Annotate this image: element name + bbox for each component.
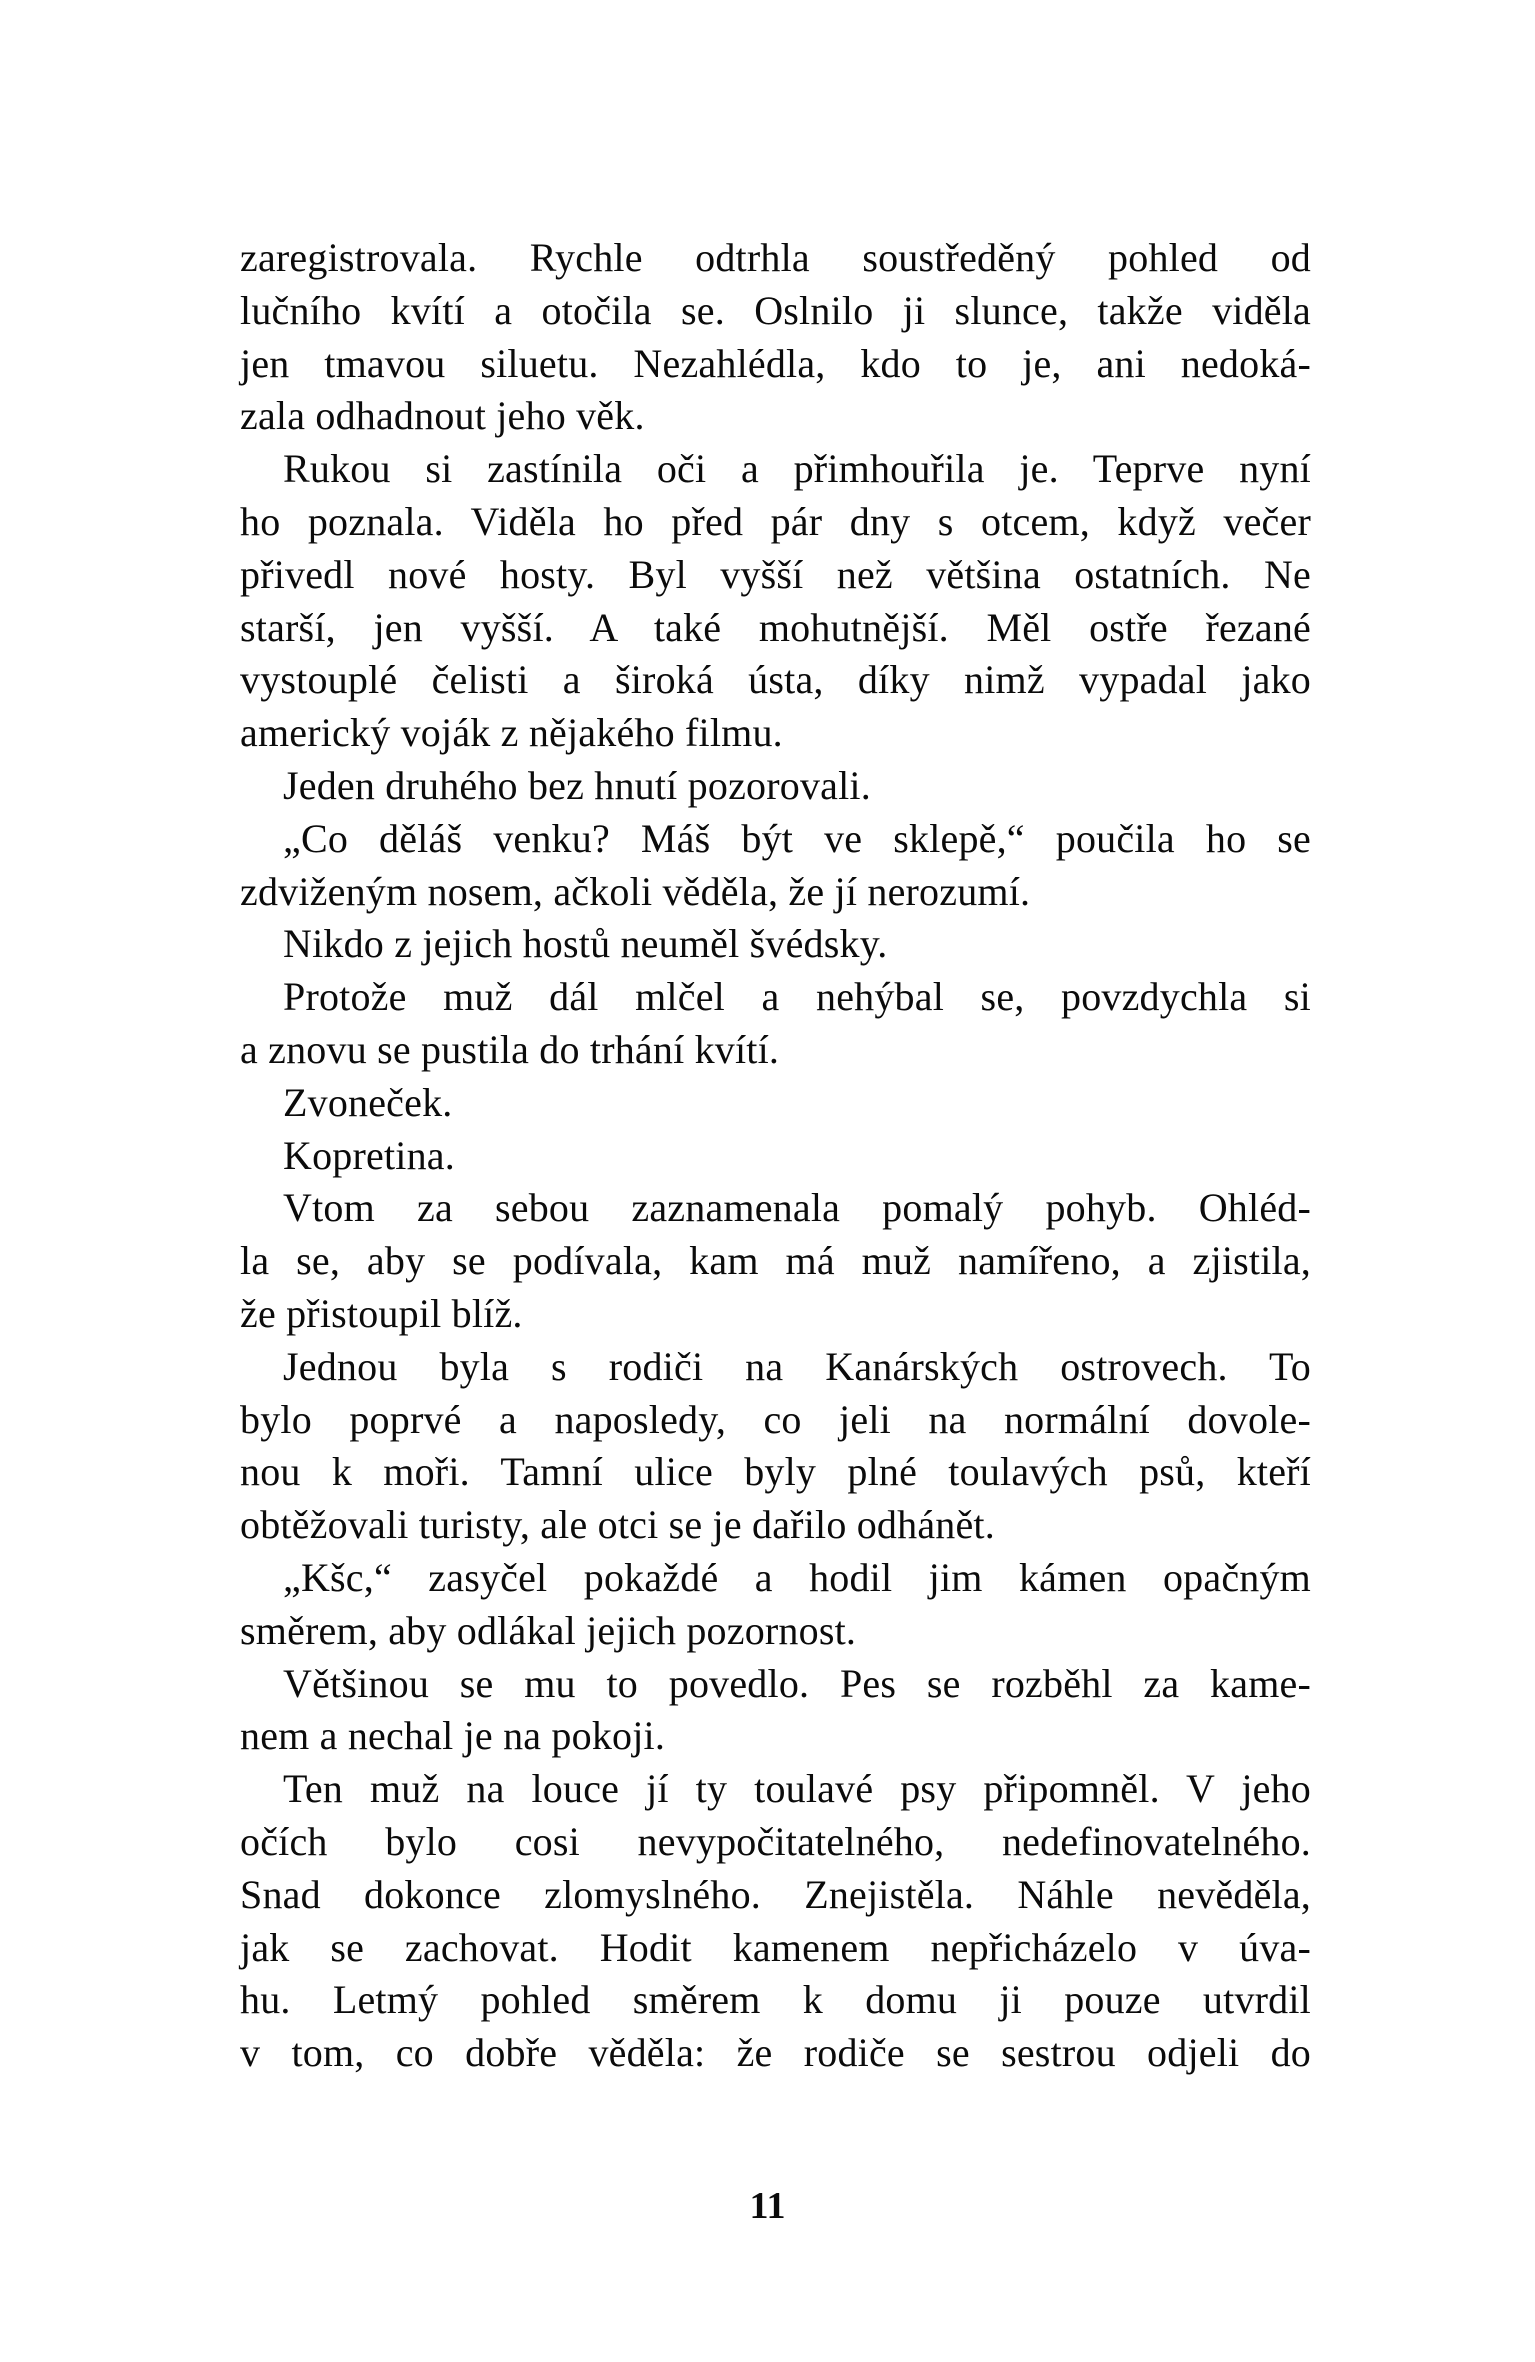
text-line: Vtom za sebou zaznamenala pomalý pohyb. Ohléd- <box>283 1185 1311 1231</box>
page-number: 11 <box>749 2185 786 2227</box>
text-line: jak se zachovat. Hodit kamenem nepřicházelo v úva- <box>240 1924 1311 1970</box>
text-line: Většinou se mu to povedlo. Pes se rozběhl za kame- <box>283 1660 1311 1706</box>
text-line: Kopretina. <box>283 1132 455 1178</box>
text-line: Rukou si zastínila oči a přimhouřila je. Teprve nyní <box>283 446 1311 492</box>
text-line: Jeden druhého bez hnutí pozorovali. <box>283 762 871 808</box>
text-line: lučního kvítí a otočila se. Oslnilo ji slunce, takže viděla <box>240 287 1311 333</box>
text-line: a znovu se pustila do trhání kvítí. <box>240 1026 780 1072</box>
text-line: Ten muž na louce jí ty toulavé psy připomněl. V jeho <box>283 1766 1311 1812</box>
text-line: Snad dokonce zlomyslného. Znejistěla. Náhle nevěděla, <box>240 1871 1311 1917</box>
text-line: vystouplé čelisti a široká ústa, díky nimž vypadal jako <box>240 657 1311 703</box>
text-line: Zvoneček. <box>283 1079 453 1125</box>
text-line: Protože muž dál mlčel a nehýbal se, povzdychla si <box>283 974 1311 1020</box>
text-line: starší, jen vyšší. A také mohutnější. Měl ostře řezané <box>240 604 1311 650</box>
text-block <box>240 232 1311 2080</box>
text-line: Nikdo z jejich hostů neuměl švédsky. <box>283 921 888 967</box>
text-line: zaregistrovala. Rychle odtrhla soustředěný pohled od <box>240 235 1311 280</box>
text-line: v tom, co dobře věděla: že rodiče se sestrou odjeli do <box>240 2030 1311 2076</box>
text-line: směrem, aby odlákal jejich pozornost. <box>240 1607 857 1653</box>
text-line: nou k moři. Tamní ulice byly plné toulavých psů, kteří <box>240 1449 1311 1495</box>
text-line: zala odhadnout jeho věk. <box>240 393 645 439</box>
text-line: „Co děláš venku? Máš být ve sklepě,“ poučila ho se <box>283 815 1311 861</box>
text-line: přivedl nové hosty. Byl vyšší než většina ostatních. Ne <box>240 551 1311 597</box>
text-line: hu. Letmý pohled směrem k domu ji pouze utvrdil <box>240 1977 1311 2023</box>
text-line: zdviženým nosem, ačkoli věděla, že jí nerozumí. <box>240 868 1031 914</box>
text-line: očích bylo cosi nevypočitatelného, nedefinovatelného. <box>240 1818 1311 1864</box>
text-line: obtěžovali turisty, ale otci se je dařilo odhánět. <box>240 1502 995 1548</box>
text-line: americký voják z nějakého filmu. <box>240 710 783 756</box>
text-line: že přistoupil blíž. <box>240 1290 523 1336</box>
text-line: jen tmavou siluetu. Nezahlédla, kdo to je, ani nedoká- <box>240 340 1311 386</box>
text-line: „Kšc,“ zasyčel pokaždé a hodil jim kámen opačným <box>283 1554 1311 1600</box>
text-line: bylo poprvé a naposledy, co jeli na normální dovole- <box>240 1396 1311 1442</box>
text-line: nem a nechal je na pokoji. <box>240 1713 666 1759</box>
text-line: Jednou byla s rodiči na Kanárských ostrovech. To <box>283 1343 1311 1389</box>
text-line: ho poznala. Viděla ho před pár dny s otcem, když večer <box>240 498 1311 544</box>
text-line: la se, aby se podívala, kam má muž namířeno, a zjistila, <box>240 1238 1311 1284</box>
